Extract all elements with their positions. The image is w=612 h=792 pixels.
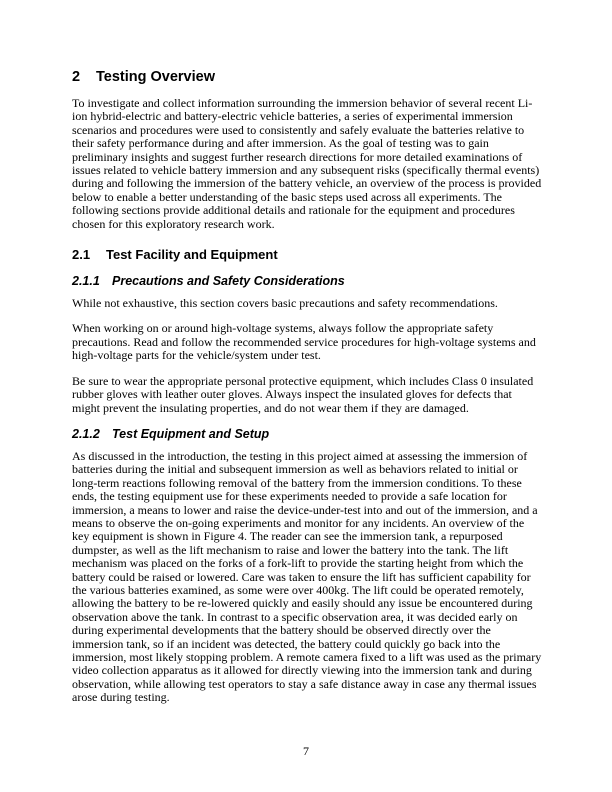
- section-heading-test-facility: [72, 247, 542, 262]
- paragraph-intro: To investigate and collect information surrounding the immersion behavior of several recent Li-ion hybrid-electric and battery-electric vehicle batteries, a series of experimental immersion scenarios and procedures were used to consistently and safely evaluate the batteries relative to their safety performance during and after immersion. As the goal of testing was to gain preliminary insights and suggest further research directions for more detailed examinations of issues related to vehicle battery immersion and any subsequent risks (specifically thermal events) during and following the immersion of the battery vehicle, an overview of the process is provided below to enable a better understanding of the basic steps used across all experiments. The following sections provide additional details and rationale for the equipment and procedures chosen for this exploratory research work.: [72, 96, 542, 231]
- heading-number: 2.1: [72, 247, 91, 263]
- heading-number: 2.1.1: [72, 274, 100, 289]
- heading-title: Test Facility and Equipment: [106, 247, 278, 263]
- heading-title: Precautions and Safety Considerations: [112, 274, 345, 289]
- heading-number: 2: [72, 69, 81, 85]
- paragraph-high-voltage: When working on or around high-voltage systems, always follow the appropriate safety precautions. Read and follow the recommended service procedures for high-voltage systems and high-voltage parts for the vehicle/system under test.: [72, 321, 536, 363]
- section-heading-test-equipment: [72, 427, 542, 442]
- paragraph-precautions-intro: While not exhaustive, this section covers basic precautions and safety recommendations.: [72, 296, 498, 311]
- paragraph-equipment-setup: As discussed in the introduction, the testing in this project aimed at assessing the immersion of batteries during the initial and subsequent immersion as well as behaviors related to initial or long-term reactions following removal of the battery from the immersion conditions. To these ends, the testing equipment use for these experiments needed to provide a safe location for immersion, a means to lower and raise the device-under-test into and out of the immersion, and a means to observe the on-going experiments and monitor for any incidents. An overview of the key equipment is shown in Figure 4. The reader can see the immersion tank, a repurposed dumpster, as well as the lift mechanism to raise and lower the battery into the tank. The lift mechanism was placed on the forks of a fork-lift to provide the starting height from which the battery could be raised or lowered. Care was taken to ensure the lift has sufficient capability for the various batteries examined, as some were over 400kg. The lift could be operated remotely, allowing the battery to be re-lowered quickly and easily should any issue be encountered during observation above the tank. In contrast to a specific observation area, it was decided early on during experimental developments that the battery should be observed directly over the immersion tank, so if an incident was detected, the battery could quickly go back into the immersion, most likely stopping problem. A remote camera fixed to a lift was used as the primary video collection apparatus as it allowed for directly viewing into the immersion tank and during observation, while allowing test operators to stay a safe distance away in case any thermal issues arose during testing.: [72, 448, 542, 705]
- section-heading-testing-overview: [72, 69, 542, 86]
- paragraph-ppe: Be sure to wear the appropriate personal protective equipment, which includes Class 0 insulated rubber gloves with leather outer gloves. Always inspect the insulated gloves for defects that might prevent the insulating properties, and do not wear them if they are damaged.: [72, 373, 534, 415]
- heading-number: 2.1.2: [72, 426, 100, 441]
- heading-title: Test Equipment and Setup: [112, 426, 270, 441]
- page-content: [72, 69, 542, 717]
- section-heading-precautions: [72, 274, 542, 289]
- heading-title: Testing Overview: [96, 69, 215, 85]
- page-number: 7: [303, 744, 309, 758]
